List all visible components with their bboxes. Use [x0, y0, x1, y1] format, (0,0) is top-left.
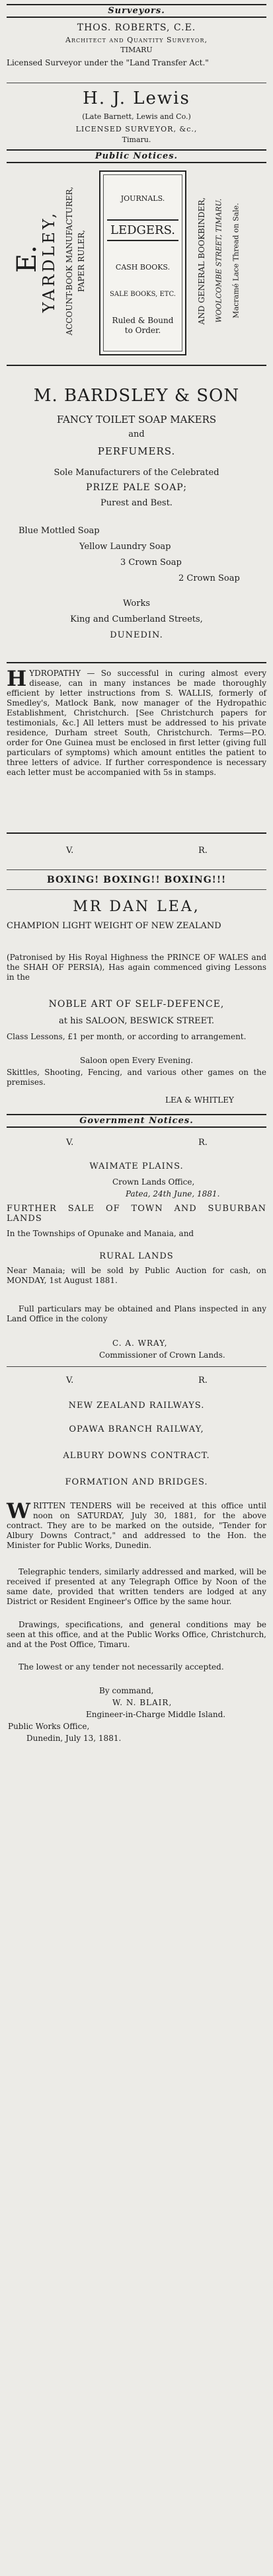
yardley-name: YARDLEY, — [40, 210, 58, 313]
hydropathy-text: YDROPATHY — So successful in curing almost every disease, can in many instances be made thoroughly efficient by letter instructions from S. WALLIS, formerly of Smedley's, Matlock Bank, now manager of the Hydropathic Establishment, Christchurch. [See Christchurch papers for testimonials, &c.] All letters must be addressed to his private residence, Durham street South, Christchurch. Terms—P.O. order for One Guinea must be enclosed in first letter (giving full particulars of symptoms) which amount entitles the patient to three letters of advice. If further correspondence is necessary each letter must be accompanied with 5s in stamps. — [7, 669, 266, 777]
manaia-sale: Near Manaia; will be sold by Public Auction for cash, on MONDAY, 1st August 1881. — [7, 1266, 266, 1285]
divider — [7, 365, 266, 366]
boxer-champion: CHAMPION LIGHT WEIGHT OF NEW ZEALAND — [7, 921, 221, 931]
formation-title: FORMATION AND BRIDGES. — [65, 1477, 208, 1487]
drop-capital: W — [7, 1498, 30, 1524]
yardley-big-letter: E. — [12, 245, 42, 273]
bardsley-pure: Purest and Best. — [100, 498, 173, 508]
cypher-r: R. — [198, 846, 208, 856]
blair-title: Engineer-in-Charge Middle Island. — [86, 1710, 226, 1719]
further-sale: FURTHER SALE OF TOWN AND SUBURBAN LANDS — [7, 1204, 266, 1224]
bardsley-name: M. BARDSLEY & SON — [33, 386, 240, 406]
bardsley-city: DUNEDIN. — [110, 630, 163, 640]
roberts-title: Architect and Quantity Surveyor, — [65, 36, 208, 44]
townships: In the Townships of Opunake and Manaia, and — [7, 1229, 194, 1238]
public-notices-heading: Public Notices. — [7, 149, 266, 163]
written-tenders — [7, 1498, 266, 1551]
soap-item: 2 Crown Soap — [178, 573, 240, 583]
hydropathy-notice — [7, 666, 266, 778]
crown-lands-office: Crown Lands Office, — [112, 1177, 195, 1187]
cypher-v: V. — [66, 1138, 74, 1148]
waimate-title: WAIMATE PLAINS. — [89, 1161, 184, 1171]
ruled-bound: Ruled & Bound to Order. — [112, 316, 174, 335]
book-journals: JOURNALS. — [120, 194, 165, 203]
ledger-illustration — [99, 170, 186, 355]
bardsley-sole: Sole Manufacturers of the Celebrated — [54, 468, 219, 478]
divider — [7, 832, 266, 834]
royal-cypher — [0, 1138, 273, 1150]
full-particulars: Full particulars may be obtained and Plans inspected in any Land Office in the colony — [7, 1304, 266, 1323]
roberts-name: THOS. ROBERTS, C.E. — [77, 22, 196, 33]
branch-title: OPAWA BRANCH RAILWAY, — [69, 1424, 204, 1434]
lewis-place: Timaru. — [122, 135, 151, 144]
contract-title: ALBURY DOWNS CONTRACT. — [63, 1451, 210, 1461]
divider — [7, 889, 266, 890]
surveyors-heading: Surveyors. — [7, 4, 266, 18]
boxer-patron: (Patronised by His Royal Highness the PRINCE OF WALES and the SHAH OF PERSIA), Has again commenced giving Lessons in the — [7, 953, 266, 982]
boxer-open: Saloon open Every Evening. — [79, 1056, 194, 1065]
divider — [7, 662, 266, 663]
royal-cypher — [0, 846, 273, 858]
soap-item: Blue Mottled Soap — [19, 526, 100, 536]
boxer-classes: Class Lessons, £1 per month, or according to arrangement. — [7, 1032, 247, 1041]
drawings-note: Drawings, specifications, and general conditions may be seen at this office, and at the Public Works Office, Christchurch, and at the Post Office, Timaru. — [7, 1620, 266, 1649]
divider — [7, 869, 266, 870]
book-sale: SALE BOOKS, ETC. — [110, 291, 176, 298]
wray-name: C. A. WRAY, — [112, 1339, 168, 1348]
bardsley-line3: PERFUMERS. — [97, 445, 176, 457]
yardley-left-1: ACCOUNT-BOOK MANUFACTURER, — [65, 186, 74, 336]
written-text: RITTEN TENDERS will be received at this office until noon on SATURDAY, July 30, 1881, for the above contract. They are to be marked on the outside, "Tender for Albury Downs Contract," and addressed to the Hon. the Minister for Public Works, Dunedin. — [7, 1501, 266, 1550]
yardley-right-1: AND GENERAL BOOKBINDER, — [197, 197, 206, 325]
boxer-art: NOBLE ART OF SELF-DEFENCE, — [48, 999, 225, 1010]
boxer-saloon: at his SALOON, BESWICK STREET. — [59, 1016, 214, 1026]
cypher-v: V. — [66, 846, 74, 856]
bardsley-address: King and Cumberland Streets, — [70, 614, 203, 624]
soap-item: 3 Crown Soap — [120, 558, 182, 568]
lewis-late: (Late Barnett, Lewis and Co.) — [82, 112, 191, 121]
lewis-name: H. J. Lewis — [83, 89, 190, 108]
cypher-r: R. — [198, 1376, 208, 1385]
pwo-label: Public Works Office, — [8, 1722, 90, 1731]
boxer-sign: LEA & WHITLEY — [165, 1095, 234, 1105]
cypher-r: R. — [198, 1138, 208, 1148]
rural-lands: RURAL LANDS — [99, 1251, 174, 1261]
roberts-place: TIMARU — [120, 46, 153, 54]
government-heading: Government Notices. — [7, 1114, 266, 1128]
blair-name: W. N. BLAIR, — [112, 1698, 173, 1707]
bardsley-works: Works — [122, 599, 151, 608]
yardley-left-2: PAPER RULER, — [77, 229, 86, 293]
railways-title: NEW ZEALAND RAILWAYS. — [68, 1401, 205, 1411]
drop-capital: H — [7, 666, 27, 691]
bardsley-prize: PRIZE PALE SOAP; — [86, 482, 187, 493]
boxer-name: MR DAN LEA, — [73, 899, 200, 915]
boxing-banner: BOXING! BOXING!! BOXING!!! — [46, 875, 227, 885]
yardley-right-2: WOOLCOMBE STREET, TIMARU. — [214, 198, 223, 323]
soap-item: Yellow Laundry Soap — [79, 542, 171, 552]
royal-cypher — [0, 1376, 273, 1387]
divider — [7, 1366, 266, 1367]
telegraphic-tenders: Telegraphic tenders, similarly addressed and marked, will be received if presented at any Telegraph Office by Noon of the same date, provided that written tenders are lodged at any District or Resident Engineer's Office by the same hour. — [7, 1567, 266, 1606]
government-date: Patea, 24th June, 1881. — [126, 1189, 220, 1198]
yardley-right-3: Macramé Lace Thread on Sale. — [231, 203, 241, 318]
pwo-date: Dunedin, July 13, 1881. — [26, 1734, 122, 1743]
book-cash: CASH BOOKS. — [115, 263, 171, 272]
wray-title: Commissioner of Crown Lands. — [99, 1350, 225, 1360]
lowest-tender: The lowest or any tender not necessarily accepted. — [19, 1662, 224, 1672]
bardsley-line1: FANCY TOILET SOAP MAKERS — [56, 414, 217, 425]
bardsley-line2: and — [128, 429, 145, 439]
yardley-advert — [7, 166, 266, 358]
book-ledgers: LEDGERS. — [107, 219, 178, 241]
lewis-title: LICENSED SURVEYOR, &c., — [75, 125, 198, 133]
cypher-v: V. — [66, 1376, 74, 1385]
roberts-licensed: Licensed Surveyor under the "Land Transfer Act." — [7, 58, 209, 67]
boxer-games: Skittles, Shooting, Fencing, and various other games on the premises. — [7, 1068, 266, 1087]
by-command: By command, — [99, 1686, 154, 1695]
